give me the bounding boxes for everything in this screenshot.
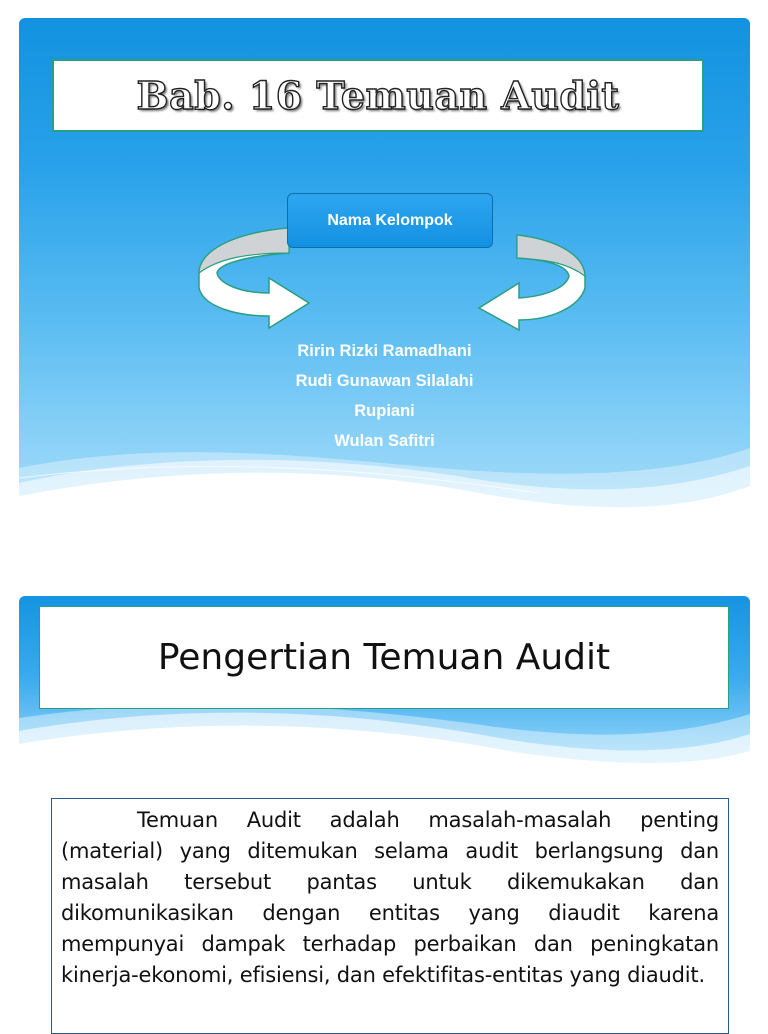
slide-title: Bab. 16 Temuan Audit — [136, 73, 620, 118]
member-name: Rudi Gunawan Silalahi — [295, 372, 474, 390]
definition-slide — [19, 596, 750, 776]
curved-arrow-right-icon — [479, 235, 585, 330]
group-label-box: Nama Kelompok — [287, 193, 493, 248]
title-slide — [19, 18, 750, 528]
member-name: Rupiani — [354, 402, 415, 420]
member-name: Ririn Rizki Ramadhani — [297, 342, 472, 360]
slide-title: Pengertian Temuan Audit — [157, 637, 611, 678]
slide-title-box — [39, 606, 729, 709]
member-list — [19, 336, 750, 456]
definition-text-box — [51, 798, 729, 1034]
definition-paragraph: Temuan Audit adalah masalah-masalah penting (material) yang ditemukan selama audit berlangsung dan masalah tersebut pantas untuk dikemukakan dan dikomunikasikan dengan entitas yang diaudit karena mempunyai dampak terhadap perbaikan dan peningkatan kinerja-ekonomi, efisiensi, dan efektifitas-entitas yang diaudit. — [61, 808, 719, 987]
slide-title-box — [52, 59, 704, 132]
member-name: Wulan Safitri — [334, 432, 435, 450]
